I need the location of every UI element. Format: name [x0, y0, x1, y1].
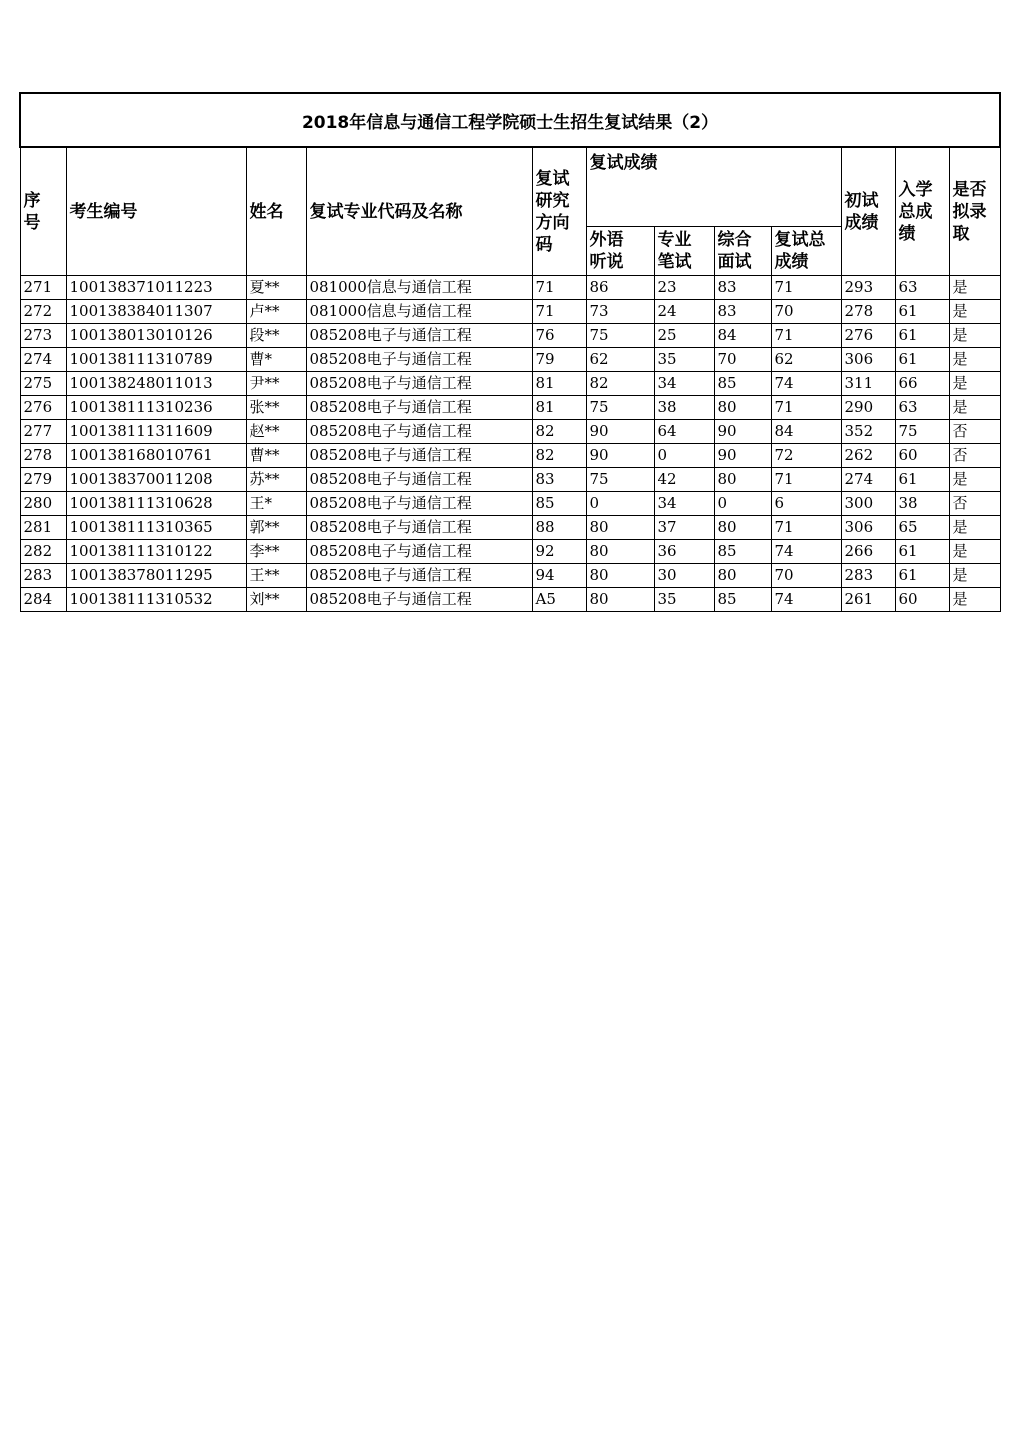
retest-total-cell: 6 — [771, 492, 841, 516]
seq-cell: 284 — [20, 588, 66, 612]
major-cell: 085208电子与通信工程 — [306, 468, 532, 492]
admitted-cell: 否 — [949, 420, 1000, 444]
major-cell: 085208电子与通信工程 — [306, 372, 532, 396]
exam-id-cell: 100138111310532 — [66, 588, 246, 612]
initial-score-cell: 266 — [841, 540, 895, 564]
foreign-listen-cell: 82 — [586, 372, 654, 396]
admission-total-cell: 60 — [895, 444, 949, 468]
direction-code-cell: 94 — [532, 564, 586, 588]
seq-cell: 280 — [20, 492, 66, 516]
initial-score-cell: 278 — [841, 300, 895, 324]
table-row — [20, 396, 1000, 420]
major-cell: 085208电子与通信工程 — [306, 444, 532, 468]
exam-id-cell: 100138111310628 — [66, 492, 246, 516]
name-cell: 苏** — [246, 468, 306, 492]
foreign-listen-cell: 86 — [586, 276, 654, 300]
name-cell: 曹* — [246, 348, 306, 372]
initial-score-cell: 293 — [841, 276, 895, 300]
retest-total-cell: 71 — [771, 396, 841, 420]
direction-code-cell: 81 — [532, 372, 586, 396]
table-row — [20, 300, 1000, 324]
foreign-listen-cell: 73 — [586, 300, 654, 324]
interview-cell: 70 — [714, 348, 771, 372]
admitted-cell: 是 — [949, 300, 1000, 324]
table-row — [20, 492, 1000, 516]
header-major: 复试专业代码及名称 — [306, 147, 532, 276]
interview-cell: 83 — [714, 276, 771, 300]
seq-cell: 278 — [20, 444, 66, 468]
major-written-cell: 0 — [654, 444, 714, 468]
direction-code-cell: 85 — [532, 492, 586, 516]
major-cell: 085208电子与通信工程 — [306, 324, 532, 348]
major-cell: 085208电子与通信工程 — [306, 516, 532, 540]
admission-total-cell: 75 — [895, 420, 949, 444]
table-row — [20, 276, 1000, 300]
admitted-cell: 是 — [949, 540, 1000, 564]
foreign-listen-cell: 90 — [586, 444, 654, 468]
major-written-cell: 64 — [654, 420, 714, 444]
table-row — [20, 420, 1000, 444]
initial-score-cell: 276 — [841, 324, 895, 348]
interview-cell: 85 — [714, 372, 771, 396]
initial-score-cell: 306 — [841, 516, 895, 540]
interview-cell: 80 — [714, 564, 771, 588]
retest-total-cell: 70 — [771, 564, 841, 588]
seq-cell: 283 — [20, 564, 66, 588]
header-seq: 序 号 — [20, 147, 66, 276]
direction-code-cell: 82 — [532, 444, 586, 468]
major-cell: 085208电子与通信工程 — [306, 420, 532, 444]
interview-cell: 83 — [714, 300, 771, 324]
interview-cell: 80 — [714, 396, 771, 420]
foreign-listen-cell: 75 — [586, 396, 654, 420]
name-cell: 郭** — [246, 516, 306, 540]
name-cell: 刘** — [246, 588, 306, 612]
admission-total-cell: 61 — [895, 348, 949, 372]
retest-total-cell: 74 — [771, 540, 841, 564]
admission-total-cell: 66 — [895, 372, 949, 396]
major-cell: 085208电子与通信工程 — [306, 492, 532, 516]
initial-score-cell: 352 — [841, 420, 895, 444]
retest-total-cell: 84 — [771, 420, 841, 444]
admission-total-cell: 63 — [895, 396, 949, 420]
admission-total-cell: 61 — [895, 564, 949, 588]
exam-id-cell: 100138168010761 — [66, 444, 246, 468]
foreign-listen-cell: 80 — [586, 540, 654, 564]
name-cell: 曹** — [246, 444, 306, 468]
name-cell: 李** — [246, 540, 306, 564]
header-admitted: 是否 拟录 取 — [949, 147, 1000, 276]
direction-code-cell: 79 — [532, 348, 586, 372]
major-written-cell: 35 — [654, 348, 714, 372]
foreign-listen-cell: 62 — [586, 348, 654, 372]
interview-cell: 85 — [714, 540, 771, 564]
admission-total-cell: 61 — [895, 300, 949, 324]
admitted-cell: 是 — [949, 324, 1000, 348]
foreign-listen-cell: 75 — [586, 468, 654, 492]
seq-cell: 282 — [20, 540, 66, 564]
header-initial-score: 初试 成绩 — [841, 147, 895, 276]
header-admission-total: 入学 总成 绩 — [895, 147, 949, 276]
header-retest-total: 复试总 成绩 — [771, 227, 841, 276]
major-cell: 081000信息与通信工程 — [306, 276, 532, 300]
foreign-listen-cell: 90 — [586, 420, 654, 444]
exam-id-cell: 100138111310236 — [66, 396, 246, 420]
table-row — [20, 516, 1000, 540]
table-row — [20, 588, 1000, 612]
name-cell: 赵** — [246, 420, 306, 444]
initial-score-cell: 306 — [841, 348, 895, 372]
admitted-cell: 是 — [949, 276, 1000, 300]
admitted-cell: 否 — [949, 492, 1000, 516]
exam-id-cell: 100138013010126 — [66, 324, 246, 348]
table-row — [20, 540, 1000, 564]
major-written-cell: 25 — [654, 324, 714, 348]
header-name: 姓名 — [246, 147, 306, 276]
retest-total-cell: 70 — [771, 300, 841, 324]
admission-total-cell: 38 — [895, 492, 949, 516]
header-direction-code: 复试 研究 方向 码 — [532, 147, 586, 276]
name-cell: 王** — [246, 564, 306, 588]
results-table — [19, 92, 1001, 612]
initial-score-cell: 283 — [841, 564, 895, 588]
table-row — [20, 468, 1000, 492]
seq-cell: 276 — [20, 396, 66, 420]
seq-cell: 275 — [20, 372, 66, 396]
table-row — [20, 348, 1000, 372]
initial-score-cell: 262 — [841, 444, 895, 468]
seq-cell: 279 — [20, 468, 66, 492]
foreign-listen-cell: 75 — [586, 324, 654, 348]
seq-cell: 272 — [20, 300, 66, 324]
initial-score-cell: 311 — [841, 372, 895, 396]
direction-code-cell: 83 — [532, 468, 586, 492]
admitted-cell: 是 — [949, 396, 1000, 420]
direction-code-cell: 71 — [532, 276, 586, 300]
major-cell: 081000信息与通信工程 — [306, 300, 532, 324]
admitted-cell: 是 — [949, 372, 1000, 396]
initial-score-cell: 274 — [841, 468, 895, 492]
seq-cell: 273 — [20, 324, 66, 348]
major-written-cell: 34 — [654, 492, 714, 516]
exam-id-cell: 100138111310365 — [66, 516, 246, 540]
major-written-cell: 30 — [654, 564, 714, 588]
admission-total-cell: 61 — [895, 468, 949, 492]
foreign-listen-cell: 80 — [586, 564, 654, 588]
admitted-cell: 是 — [949, 468, 1000, 492]
admitted-cell: 是 — [949, 588, 1000, 612]
header-interview: 综合 面试 — [714, 227, 771, 276]
major-written-cell: 36 — [654, 540, 714, 564]
name-cell: 段** — [246, 324, 306, 348]
table-row — [20, 444, 1000, 468]
table-row — [20, 324, 1000, 348]
major-cell: 085208电子与通信工程 — [306, 588, 532, 612]
direction-code-cell: 71 — [532, 300, 586, 324]
retest-total-cell: 72 — [771, 444, 841, 468]
initial-score-cell: 261 — [841, 588, 895, 612]
major-written-cell: 34 — [654, 372, 714, 396]
retest-total-cell: 74 — [771, 372, 841, 396]
admission-total-cell: 61 — [895, 324, 949, 348]
major-written-cell: 23 — [654, 276, 714, 300]
seq-cell: 271 — [20, 276, 66, 300]
foreign-listen-cell: 80 — [586, 516, 654, 540]
admission-total-cell: 65 — [895, 516, 949, 540]
admitted-cell: 是 — [949, 516, 1000, 540]
interview-cell: 90 — [714, 444, 771, 468]
admission-total-cell: 60 — [895, 588, 949, 612]
retest-total-cell: 71 — [771, 276, 841, 300]
foreign-listen-cell: 0 — [586, 492, 654, 516]
admission-total-cell: 61 — [895, 540, 949, 564]
initial-score-cell: 300 — [841, 492, 895, 516]
direction-code-cell: A5 — [532, 588, 586, 612]
name-cell: 张** — [246, 396, 306, 420]
interview-cell: 80 — [714, 468, 771, 492]
name-cell: 王* — [246, 492, 306, 516]
exam-id-cell: 100138370011208 — [66, 468, 246, 492]
major-cell: 085208电子与通信工程 — [306, 396, 532, 420]
interview-cell: 80 — [714, 516, 771, 540]
header-exam-id: 考生编号 — [66, 147, 246, 276]
initial-score-cell: 290 — [841, 396, 895, 420]
retest-total-cell: 71 — [771, 324, 841, 348]
interview-cell: 85 — [714, 588, 771, 612]
exam-id-cell: 100138371011223 — [66, 276, 246, 300]
retest-total-cell: 62 — [771, 348, 841, 372]
major-written-cell: 42 — [654, 468, 714, 492]
table-title: 2018年信息与通信工程学院硕士生招生复试结果（2） — [20, 93, 1000, 147]
retest-total-cell: 71 — [771, 468, 841, 492]
seq-cell: 281 — [20, 516, 66, 540]
interview-cell: 90 — [714, 420, 771, 444]
major-written-cell: 24 — [654, 300, 714, 324]
exam-id-cell: 100138248011013 — [66, 372, 246, 396]
exam-id-cell: 100138111310789 — [66, 348, 246, 372]
table-row — [20, 564, 1000, 588]
direction-code-cell: 92 — [532, 540, 586, 564]
retest-total-cell: 71 — [771, 516, 841, 540]
name-cell: 夏** — [246, 276, 306, 300]
major-written-cell: 38 — [654, 396, 714, 420]
seq-cell: 274 — [20, 348, 66, 372]
admitted-cell: 是 — [949, 564, 1000, 588]
name-cell: 卢** — [246, 300, 306, 324]
major-written-cell: 35 — [654, 588, 714, 612]
exam-id-cell: 100138378011295 — [66, 564, 246, 588]
header-retest-scores: 复试成绩 — [586, 147, 841, 227]
direction-code-cell: 88 — [532, 516, 586, 540]
major-written-cell: 37 — [654, 516, 714, 540]
table-row — [20, 372, 1000, 396]
retest-total-cell: 74 — [771, 588, 841, 612]
admitted-cell: 否 — [949, 444, 1000, 468]
major-cell: 085208电子与通信工程 — [306, 348, 532, 372]
exam-id-cell: 100138111311609 — [66, 420, 246, 444]
seq-cell: 277 — [20, 420, 66, 444]
exam-id-cell: 100138384011307 — [66, 300, 246, 324]
interview-cell: 0 — [714, 492, 771, 516]
interview-cell: 84 — [714, 324, 771, 348]
admitted-cell: 是 — [949, 348, 1000, 372]
major-cell: 085208电子与通信工程 — [306, 540, 532, 564]
direction-code-cell: 76 — [532, 324, 586, 348]
major-cell: 085208电子与通信工程 — [306, 564, 532, 588]
direction-code-cell: 81 — [532, 396, 586, 420]
header-major-written: 专业 笔试 — [654, 227, 714, 276]
exam-id-cell: 100138111310122 — [66, 540, 246, 564]
direction-code-cell: 82 — [532, 420, 586, 444]
header-foreign-listen: 外语 听说 — [586, 227, 654, 276]
foreign-listen-cell: 80 — [586, 588, 654, 612]
admission-total-cell: 63 — [895, 276, 949, 300]
name-cell: 尹** — [246, 372, 306, 396]
